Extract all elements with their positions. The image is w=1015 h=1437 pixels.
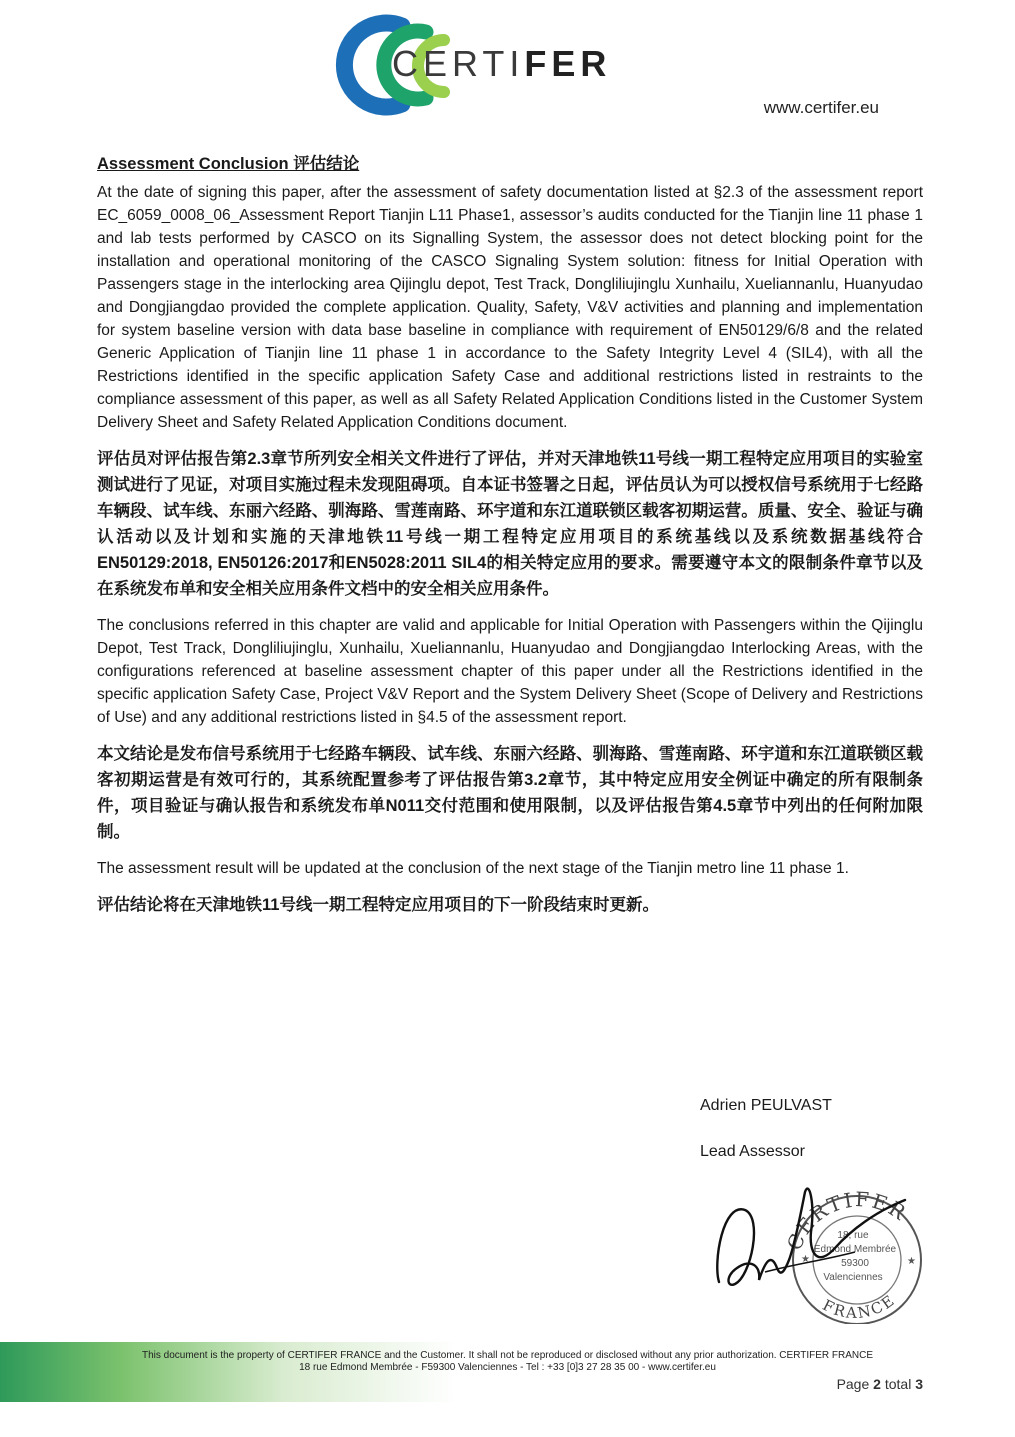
page-total-label: total xyxy=(884,1376,912,1392)
signer-name: Adrien PEULVAST xyxy=(700,1097,832,1114)
assessment-conclusion-section xyxy=(97,150,923,930)
page-number xyxy=(837,1376,923,1392)
paragraph-cn-2: 本文结论是发布信号系统用于七经路车辆段、试车线、东丽六经路、驯海路、雪莲南路、环宇道和东江道联锁区载客初期运营是有效可行的，其系统配置参考了评估报告第3.2章节，其中特定应用安全例证中确定的所有限制条件，项目验证与确认报告和系统发布单N011交付范围和使用限制，以及评估报告第4.5章节中列出的任何附加限制。 xyxy=(97,745,923,841)
certifer-logo xyxy=(328,12,668,116)
stamp-bottom-text: FRANCE xyxy=(819,1290,899,1323)
paragraph-en-2: The conclusions referred in this chapter are valid and applicable for Initial Operation with Passengers within the Qijinglu Depot, Test Track, Dongliliujinglu, Xunhailu, Xueliannanlu, Huanyudao and Dongjiangdao Interlocking Areas, with the configurations referenced at baseline assessment chapter of this paper under all the Restrictions identified in the specific application Safety Case, Project V&V Report and the System Delivery Sheet (Scope of Delivery and Restrictions of Use) and any additional restrictions listed in §4.5 of the assessment report. xyxy=(97,617,923,726)
paragraph-cn-1: 评估员对评估报告第2.3章节所列安全相关文件进行了评估，并对天津地铁11号线一期工程特定应用项目的实验室测试进行了见证，对项目实施过程未发现阻碍项。自本证书签署之日起，评估员认为可以授权信号系统用于七经路车辆段、试车线、东丽六经路、驯海路、雪莲南路、环宇道和东江道联锁区载客初期运营。质量、安全、验证与确认活动以及计划和实施的天津地铁11号线一期工程特定应用项目的系统基线以及系统数据基线符合EN50129:2018, EN50126:2017和EN5028:2011 SIL4的相关特定应用的要求。需要遵守本文的限制条件章节以及在系统发布单和安全相关应用条件文档中的安全相关应用条件。 xyxy=(97,450,923,598)
logo-text-bold: FER xyxy=(524,43,612,84)
section-heading: Assessment Conclusion 评估结论 xyxy=(97,155,360,173)
page-current: 2 xyxy=(873,1376,881,1392)
page-total: 3 xyxy=(915,1376,923,1392)
page-label: Page xyxy=(836,1376,870,1392)
svg-text:★: ★ xyxy=(907,1256,916,1267)
footer-disclaimer: This document is the property of CERTIFER FRANCE and the Customer. It shall not be reproduced or disclosed without any prior authorization. CERTIFER FRANCE xyxy=(141,1350,874,1361)
stamp-top-text: CERTIFER xyxy=(781,1187,912,1254)
signature-stamp-image xyxy=(705,1172,925,1324)
signer-role: Lead Assessor xyxy=(700,1143,805,1160)
paragraph-en-1: At the date of signing this paper, after the assessment of safety documentation listed at §2.3 of the assessment report EC_6059_0008_06_Assessment Report Tianjin L11 Phase1, assessor’s audits conducted for the Tianjin line 11 phase 1 and lab tests performed by CASCO on its Signalling System, the assessor does not detect blocking point for the installation and operational monitoring of the CASCO Signaling System solution: fitness for Initial Operation with Passengers stage in the interlocking area Qijinglu depot, Test Track, Dongliliujinglu Xunhailu, Xueliannanlu, Huanyudao and Dongjiangdao provided the complete application. Quality, Safety, V&V activities and planning and implementation for system baseline version with data base baseline in compliance with requirement of EN50129/6/8 and the related Generic Application of Tianjin line 11 phase 1 in accordance to the Safety Integrity Level 4 (SIL4), with all the Restrictions identified in the specific application Safety Case and additional restrictions listed in restraints to the compliance assessment of this paper, as well as all Safety Related Application Conditions listed in the Customer System Delivery Sheet and Safety Related Application Conditions document. xyxy=(97,184,923,431)
logo-text-light: CERTI xyxy=(392,43,525,84)
stamp-address-1: 18, rue xyxy=(837,1230,869,1241)
stamp-address-2: Edmond Membrée xyxy=(813,1244,897,1255)
header-website: www.certifer.eu xyxy=(763,98,879,117)
paragraph-en-3: The assessment result will be updated at the conclusion of the next stage of the Tianjin metro line 11 phase 1. xyxy=(97,860,849,877)
footer-address: 18 rue Edmond Membrée - F59300 Valenciennes - Tel : +33 [0]3 27 28 35 00 - www.certifer.eu xyxy=(299,1362,716,1373)
svg-text:★: ★ xyxy=(801,1254,810,1265)
stamp-address-4: Valenciennes xyxy=(823,1272,883,1283)
svg-text:CERTIFER xyxy=(392,43,611,84)
paragraph-cn-3: 评估结论将在天津地铁11号线一期工程特定应用项目的下一阶段结束时更新。 xyxy=(97,896,659,914)
stamp-address-3: 59300 xyxy=(841,1258,869,1269)
